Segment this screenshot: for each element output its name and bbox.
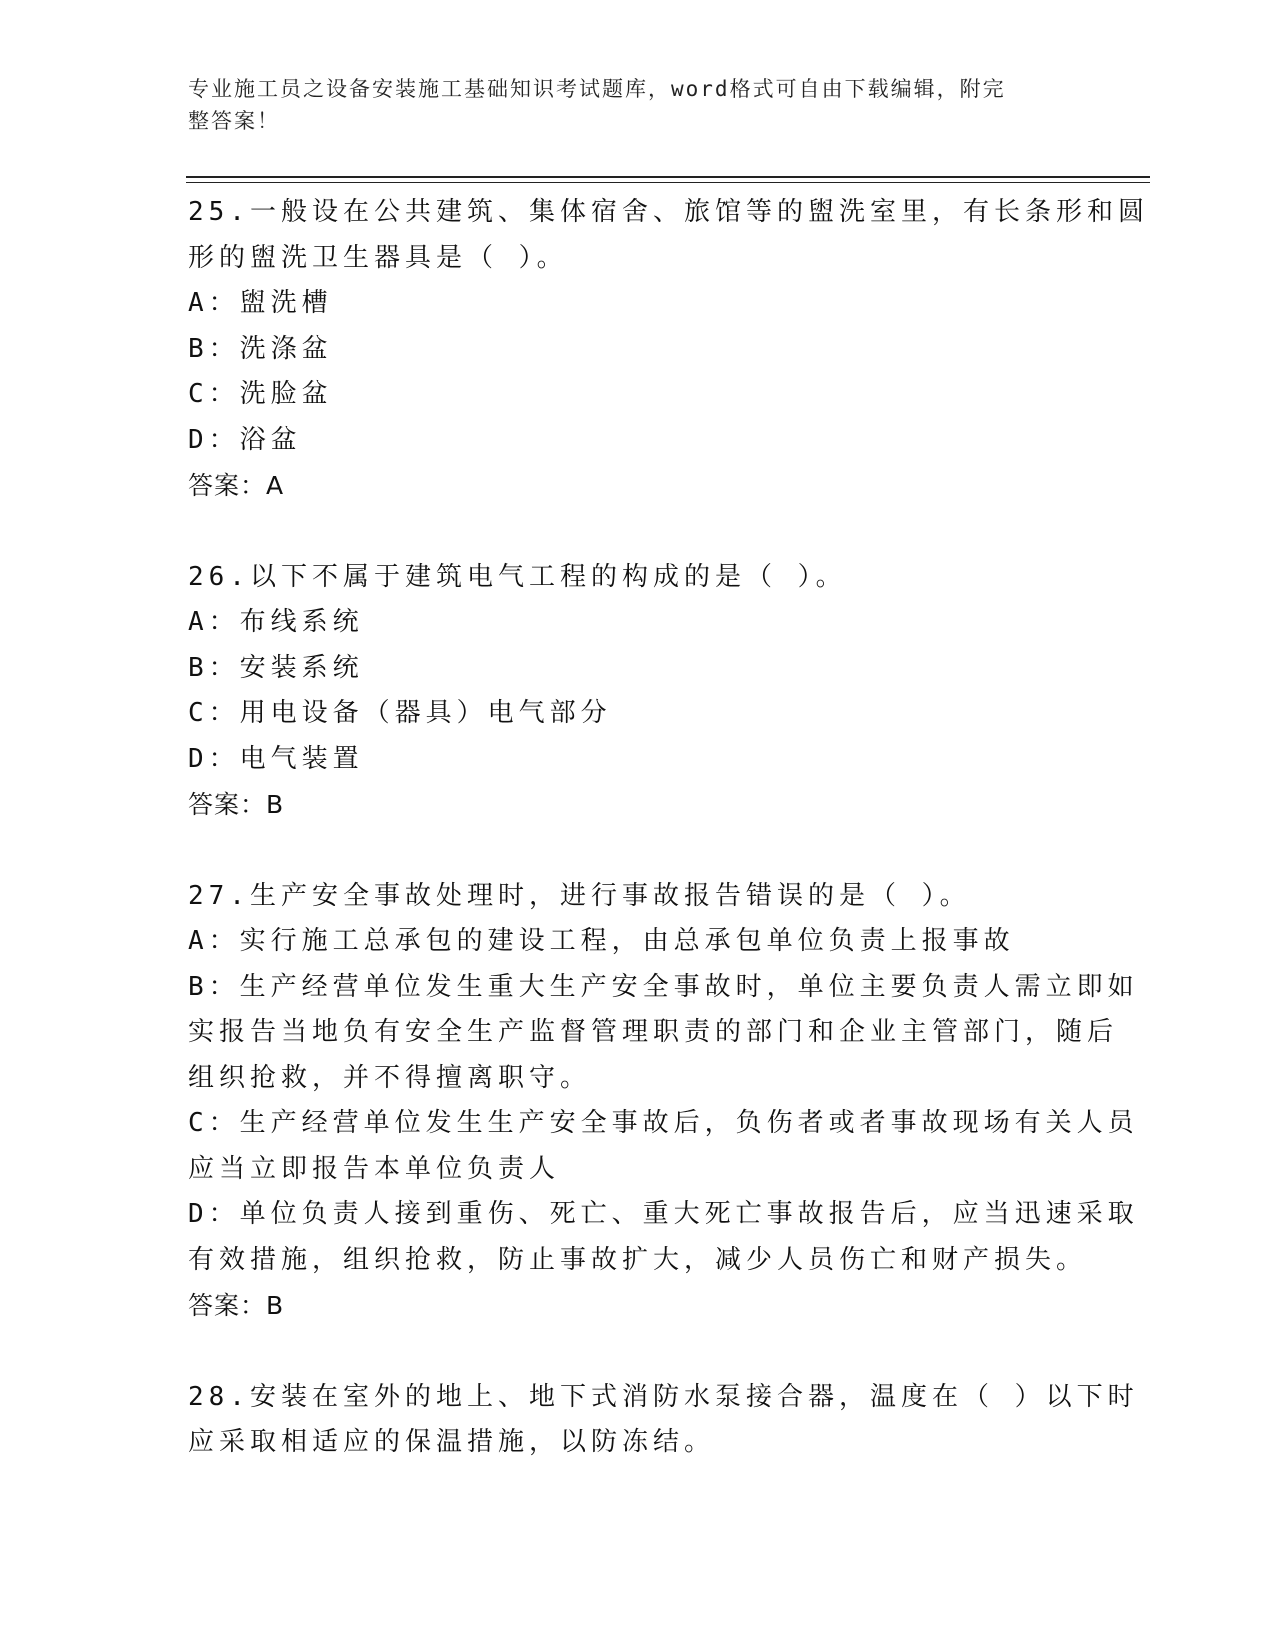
option-b: B：洗涤盆 [188,333,333,364]
option-c-continued: 应当立即报告本单位负责人 [188,1153,561,1184]
option-b: B：生产经营单位发生重大生产安全事故时，单位主要负责人需立即如 [188,971,1139,1002]
option-c: C：用电设备（器具）电气部分 [188,698,612,728]
answer: 答案：A [188,471,285,500]
document-header [188,73,1068,137]
header-title-line-1: 专业施工员之设备安装施工基础知识考试题库，word格式可自由下载编辑，附完 [188,77,1006,101]
option-b-continued: 实报告当地负有安全生产监督管理职责的部门和企业主管部门，随后 [188,1017,1119,1047]
question-text: 形的盥洗卫生器具是（ ）。 [188,242,568,273]
question-27 [188,874,1139,1329]
option-b: B：安装系统 [188,652,364,683]
question-list [188,190,1149,1512]
option-a: A：布线系统 [188,607,364,637]
header-title-line-2: 整答案！ [188,109,280,133]
question-text: 25.一般设在公共建筑、集体宿舍、旅馆等的盥洗室里，有长条形和圆 [188,197,1149,227]
answer: 答案：B [188,1291,285,1320]
question-text: 应采取相适应的保温措施，以防冻结。 [188,1427,716,1457]
option-a: A：盥洗槽 [188,288,333,318]
header-divider-thick [186,176,1150,178]
option-b-continued: 组织抢救，并不得擅离职守。 [188,1062,592,1093]
option-d: D：浴盆 [188,424,302,455]
option-c: C：洗脸盆 [188,379,333,409]
question-25 [188,190,1149,509]
question-text: 27.生产安全事故处理时，进行事故报告错误的是（ ）。 [188,880,971,911]
question-text: 28.安装在室外的地上、地下式消防水泵接合器，温度在（ ）以下时 [188,1381,1139,1412]
header-divider-thin [186,182,1150,183]
option-d-continued: 有效措施，组织抢救，防止事故扩大，减少人员伤亡和财产损失。 [188,1244,1088,1275]
question-28 [188,1375,1139,1466]
option-d: D：电气装置 [188,743,364,774]
question-text: 26.以下不属于建筑电气工程的构成的是（ ）。 [188,561,847,592]
answer: 答案：B [188,790,285,819]
option-a: A：实行施工总承包的建设工程，由总承包单位负责上报事故 [188,926,1015,956]
option-c: C：生产经营单位发生生产安全事故后，负伤者或者事故现场有关人员 [188,1108,1139,1138]
question-26 [188,555,1088,828]
option-d: D：单位负责人接到重伤、死亡、重大死亡事故报告后，应当迅速采取 [188,1199,1139,1229]
